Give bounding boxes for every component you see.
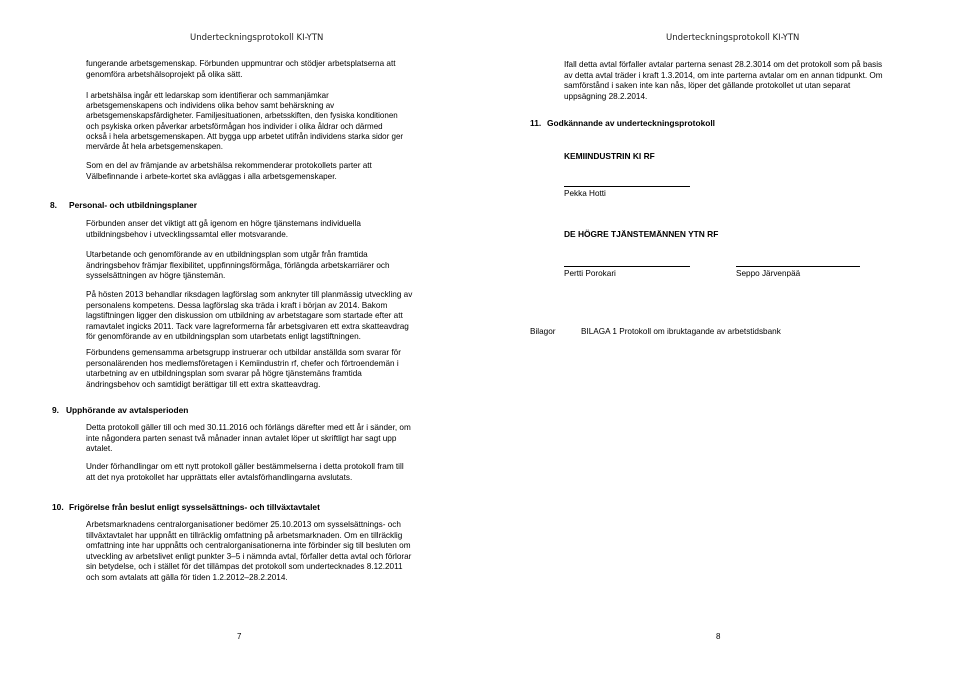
section-9-title: Upphörande av avtalsperioden	[66, 405, 189, 415]
text-line: sin betydelse, och i stället för det tillämpas det protokoll som undertecknades 8.12.2011	[86, 562, 403, 572]
signer-name: Pertti Porokari	[564, 269, 616, 278]
text-line: och psykiska orken påverkar arbetsförmågan hos individer i olika åldrar och därmed	[86, 121, 383, 131]
text-line: för genomförande av en utbildningsplan som utarbetats enligt lagstiftningen.	[86, 332, 361, 342]
signer-name: Pekka Hotti	[564, 189, 606, 198]
text-line: omfattning inte har uppnåtts och centralorganisationerna inte förbinder sig till besluten om	[86, 541, 411, 551]
text-line: avtalet.	[86, 444, 113, 454]
text-line: utarbetning av en utbildningsplan som svarar på högre tjänstemäns framtida	[86, 369, 362, 379]
section-8-paragraph-4	[86, 348, 401, 390]
text-line: sysselsättningen av högre tjänstemän.	[86, 271, 226, 281]
page-header: Underteckningsprotokoll KI-YTN	[666, 33, 800, 43]
text-line: personalens kompetens. Dessa lagförslag ska träda i kraft i början av 2014. Bakom	[86, 300, 388, 310]
text-line: samförstånd i saken inte kan nås, löper det gällande protokollet ut utan separat	[564, 81, 851, 91]
text-line: och som avtalats att gälla för tiden 1.2.2012–28.2.2014.	[86, 572, 288, 582]
text-line: På hösten 2013 behandlar riksdagen lagförslag som anknyter till planmässig utveckling av	[86, 290, 413, 299]
text-line: tillväxtavtalet har uppnått en tillräcklig omfattning på arbetsmarknaden. Om en tillräcklig	[86, 530, 403, 540]
text-line: ramavtalet ingicks 2011. Tack vare lagreformerna får arbetsgivaren ett extra skatteavdrag	[86, 321, 409, 331]
section-11-title: Godkännande av underteckningsprotokoll	[547, 118, 715, 128]
signature-line	[564, 266, 690, 267]
arbetshalsa-paragraph	[86, 91, 403, 152]
section-11-number: 11.	[530, 118, 542, 128]
text-line: Som en del av främjande av arbetshälsa rekommenderar protokollets parter att	[86, 161, 372, 170]
valbefinnande-paragraph	[86, 161, 372, 182]
text-line: Detta protokoll gäller till och med 30.11.2016 och förlängs därefter med ett år i sänder, om	[86, 423, 411, 432]
party-ytn: DE HÖGRE TJÄNSTEMÄNNEN YTN RF	[564, 229, 719, 239]
text-line: lagstiftningen ligger den diskussion om utbildning av arbetstagare som startade efter att	[86, 311, 403, 321]
text-line: Förbundens gemensamma arbetsgrupp instruerar och utbildar anställda som svarar för	[86, 348, 401, 357]
page-header: Underteckningsprotokoll KI-YTN	[190, 33, 324, 43]
text-line: arbetsgemenskapens och individens olika behov samt behärskning av	[86, 101, 335, 111]
signature-line	[736, 266, 860, 267]
text-line: Utarbetande och genomförande av en utbildningsplan som utgår från framtida	[86, 250, 368, 259]
section-10-number: 10.	[52, 502, 64, 512]
signature-line	[564, 186, 690, 187]
text-line: inte någondera parten senast två månader innan avtalet löper ut skriftligt har sagt upp	[86, 433, 397, 443]
text-line: Arbetsmarknadens centralorganisationer bedömer 25.10.2013 om sysselsättnings- och	[86, 520, 401, 529]
text-line: ändringsbehov främjar flexibilitet, uppfinningsförmåga, förlängda arbetskarriärer och	[86, 260, 390, 270]
section-9-paragraph-1	[86, 423, 411, 455]
text-line: personalärenden hos medlemsföretagen i Kemiindustrin rf, chefer och förtroendemän i	[86, 358, 399, 368]
text-line: uppsägning 28.2.2014.	[564, 91, 648, 101]
section-8-title: Personal- och utbildningsplaner	[69, 200, 197, 210]
section-9-paragraph-2	[86, 462, 404, 483]
text-line: genomföra arbetshälsoprojekt på olika sätt.	[86, 69, 243, 79]
text-line: Välbefinnande i arbete-kortet ska avläggas i alla arbetsgemenskaper.	[86, 171, 337, 181]
text-line: Ifall detta avtal förfaller avtalar parterna senast 28.2.3014 om det protokoll som på basis	[564, 60, 883, 69]
text-line: utbildningsbehov i utvecklingssamtal eller motsvarande.	[86, 229, 289, 239]
text-line: också i hela arbetsgemenskapen. Att bygga upp arbetet utifrån individens starka sidor ger	[86, 131, 404, 141]
intro-paragraph	[564, 60, 883, 102]
section-8-number: 8.	[50, 200, 57, 210]
text-line: arbetsgemenskapsfärdigheter. Familjesituationen, arbetsskiften, den fysiska konditionen	[86, 111, 398, 121]
text-line: I arbetshälsa ingår ett ledarskap som identifierar och sammanjämkar	[86, 91, 329, 100]
section-10-title: Frigörelse från beslut enligt sysselsättnings- och tillväxtavtalet	[69, 502, 320, 512]
text-line: Förbunden anser det viktigt att gå igenom en högre tjänstemans individuella	[86, 219, 361, 228]
section-8-paragraph-3	[86, 290, 412, 343]
text-line: Under förhandlingar om ett nytt protokoll gäller bestämmelserna i detta protokoll fram till	[86, 462, 404, 471]
page-number: 8	[716, 632, 721, 641]
text-line: ändringsbehov och samtidigt berättigar till ett extra skatteavdrag.	[86, 379, 321, 389]
page-number: 7	[237, 632, 242, 641]
text-line: av detta avtal träder i kraft 1.3.2014, om inte parterna avtalar om en annan tidpunkt. Om	[564, 70, 883, 80]
attachment-item: BILAGA 1 Protokoll om ibruktagande av arbetstidsbank	[581, 327, 781, 336]
party-kemiindustrin: KEMIINDUSTRIN KI RF	[564, 151, 655, 161]
section-9-number: 9.	[52, 405, 59, 415]
intro-paragraph	[86, 59, 396, 80]
text-line: mervärde åt hela arbetsgemenskapen.	[86, 142, 223, 152]
text-line: att det nya protokollet har upprättats eller avtalsförhandlingarna avslutats.	[86, 472, 353, 482]
section-10-paragraph-1	[86, 520, 411, 584]
signer-name: Seppo Järvenpää	[736, 269, 801, 278]
text-line: utveckling av arbetslivet enligt punkter 3–5 i nämnda avtal, förfaller detta avtal och förlorar	[86, 551, 412, 561]
section-8-paragraph-1	[86, 219, 361, 240]
right-page	[480, 0, 960, 674]
section-8-paragraph-2	[86, 250, 390, 282]
attachments-label: Bilagor	[530, 327, 556, 336]
text-line: fungerande arbetsgemenskap. Förbunden uppmuntrar och stödjer arbetsplatserna att	[86, 59, 396, 68]
